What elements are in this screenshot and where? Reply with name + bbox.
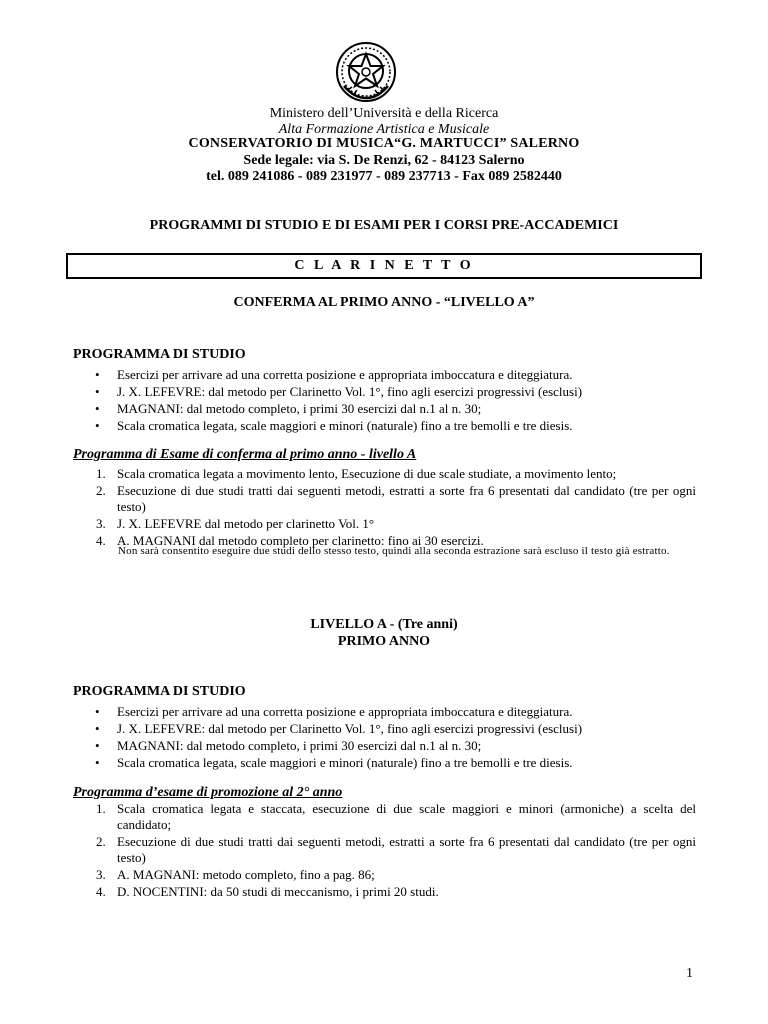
list-item: • Scala cromatica legata, scale maggiori e minori (naturale) fino a tre bemolli e tre diesis. xyxy=(95,754,705,771)
list-item: 4. A. MAGNANI dal metodo completo per clarinetto: fino ai 30 esercizi. xyxy=(96,533,484,548)
section1-heading: CONFERMA AL PRIMO ANNO - “LIVELLO A” xyxy=(233,295,535,310)
list-item: • Esercizi per arrivare ad una corretta posizione e appropriata imboccatura e diteggiatura. xyxy=(95,703,705,720)
list-item: 2. Esecuzione di due studi tratti dai seguenti metodi, estratti a sorte fra 6 presentati dal candidato (tre per ogni testo) xyxy=(96,483,696,514)
list-item: 3. A. MAGNANI: metodo completo, fino a pag. 86; xyxy=(96,867,375,882)
section1-exam-heading: Programma di Esame di conferma al primo anno - livello A xyxy=(73,447,417,462)
section1-note: Non sarà consentito eseguire due studi dello stesso testo, quindi alla seconda estrazione sarà escluso il testo già estratto. xyxy=(118,545,670,557)
header-conservatorio: CONSERVATORIO DI MUSICA“G. MARTUCCI” SALERNO xyxy=(188,136,580,151)
list-item: • MAGNANI: dal metodo completo, i primi 30 esercizi dal n.1 al n. 30; xyxy=(95,737,705,754)
list-item: 3. J. X. LEFEVRE dal metodo per clarinetto Vol. 1° xyxy=(96,516,375,531)
list-item: • J. X. LEFEVRE: dal metodo per Clarinetto Vol. 1°, fino agli esercizi progressivi (esclusi) xyxy=(95,720,705,737)
section1-exam-list xyxy=(96,466,696,549)
section2-study-heading: PROGRAMMA DI STUDIO xyxy=(73,684,246,699)
section2-study-list xyxy=(95,703,705,771)
list-item: • J. X. LEFEVRE: dal metodo per Clarinetto Vol. 1°, fino agli esercizi progressivi (esclusi) xyxy=(95,383,705,400)
list-item: • Scala cromatica legata, scale maggiori e minori (naturale) fino a tre bemolli e tre diesis. xyxy=(95,417,705,434)
header-sede: Sede legale: via S. De Renzi, 62 - 84123 Salerno xyxy=(243,153,525,168)
list-item: • MAGNANI: dal metodo completo, i primi 30 esercizi dal n.1 al n. 30; xyxy=(95,400,705,417)
list-item: • Esercizi per arrivare ad una corretta posizione e appropriata imboccatura e diteggiatura. xyxy=(95,366,705,383)
instrument-box xyxy=(66,253,702,279)
list-item: 4. D. NOCENTINI: da 50 studi di meccanismo, i primi 20 studi. xyxy=(96,884,439,899)
section2-heading-level: LIVELLO A - (Tre anni) xyxy=(310,617,458,632)
document-title: PROGRAMMI DI STUDIO E DI ESAMI PER I CORSI PRE-ACCADEMICI xyxy=(149,218,619,233)
header-alta-formazione: Alta Formazione Artistica e Musicale xyxy=(278,122,490,137)
section1-study-heading: PROGRAMMA DI STUDIO xyxy=(73,347,246,362)
section2-exam-heading: Programma d’esame di promozione al 2° anno xyxy=(73,785,343,800)
list-item: 2. Esecuzione di due studi tratti dai seguenti metodi, estratti a sorte fra 6 presentati dal candidato (tre per ogni testo) xyxy=(96,834,696,865)
section1-study-list xyxy=(95,366,705,434)
header-telefono: tel. 089 241086 - 089 231977 - 089 237713 - Fax 089 2582440 xyxy=(206,169,562,184)
instrument-title: C L A R I N E T T O xyxy=(294,258,474,273)
italian-republic-emblem-icon xyxy=(334,40,398,104)
page-number: 1 xyxy=(686,966,693,981)
header-ministero: Ministero dell’Università e della Ricerca xyxy=(269,106,499,121)
section2-exam-list xyxy=(96,801,696,900)
section2-heading-year: PRIMO ANNO xyxy=(337,634,431,649)
list-item: 1. Scala cromatica legata e staccata, esecuzione di due scale maggiori e minori (armoniche) a scelta del candidato; xyxy=(96,801,696,832)
list-item: 1. Scala cromatica legata a movimento lento, Esecuzione di due scale studiate, a movimento lento; xyxy=(96,466,617,481)
